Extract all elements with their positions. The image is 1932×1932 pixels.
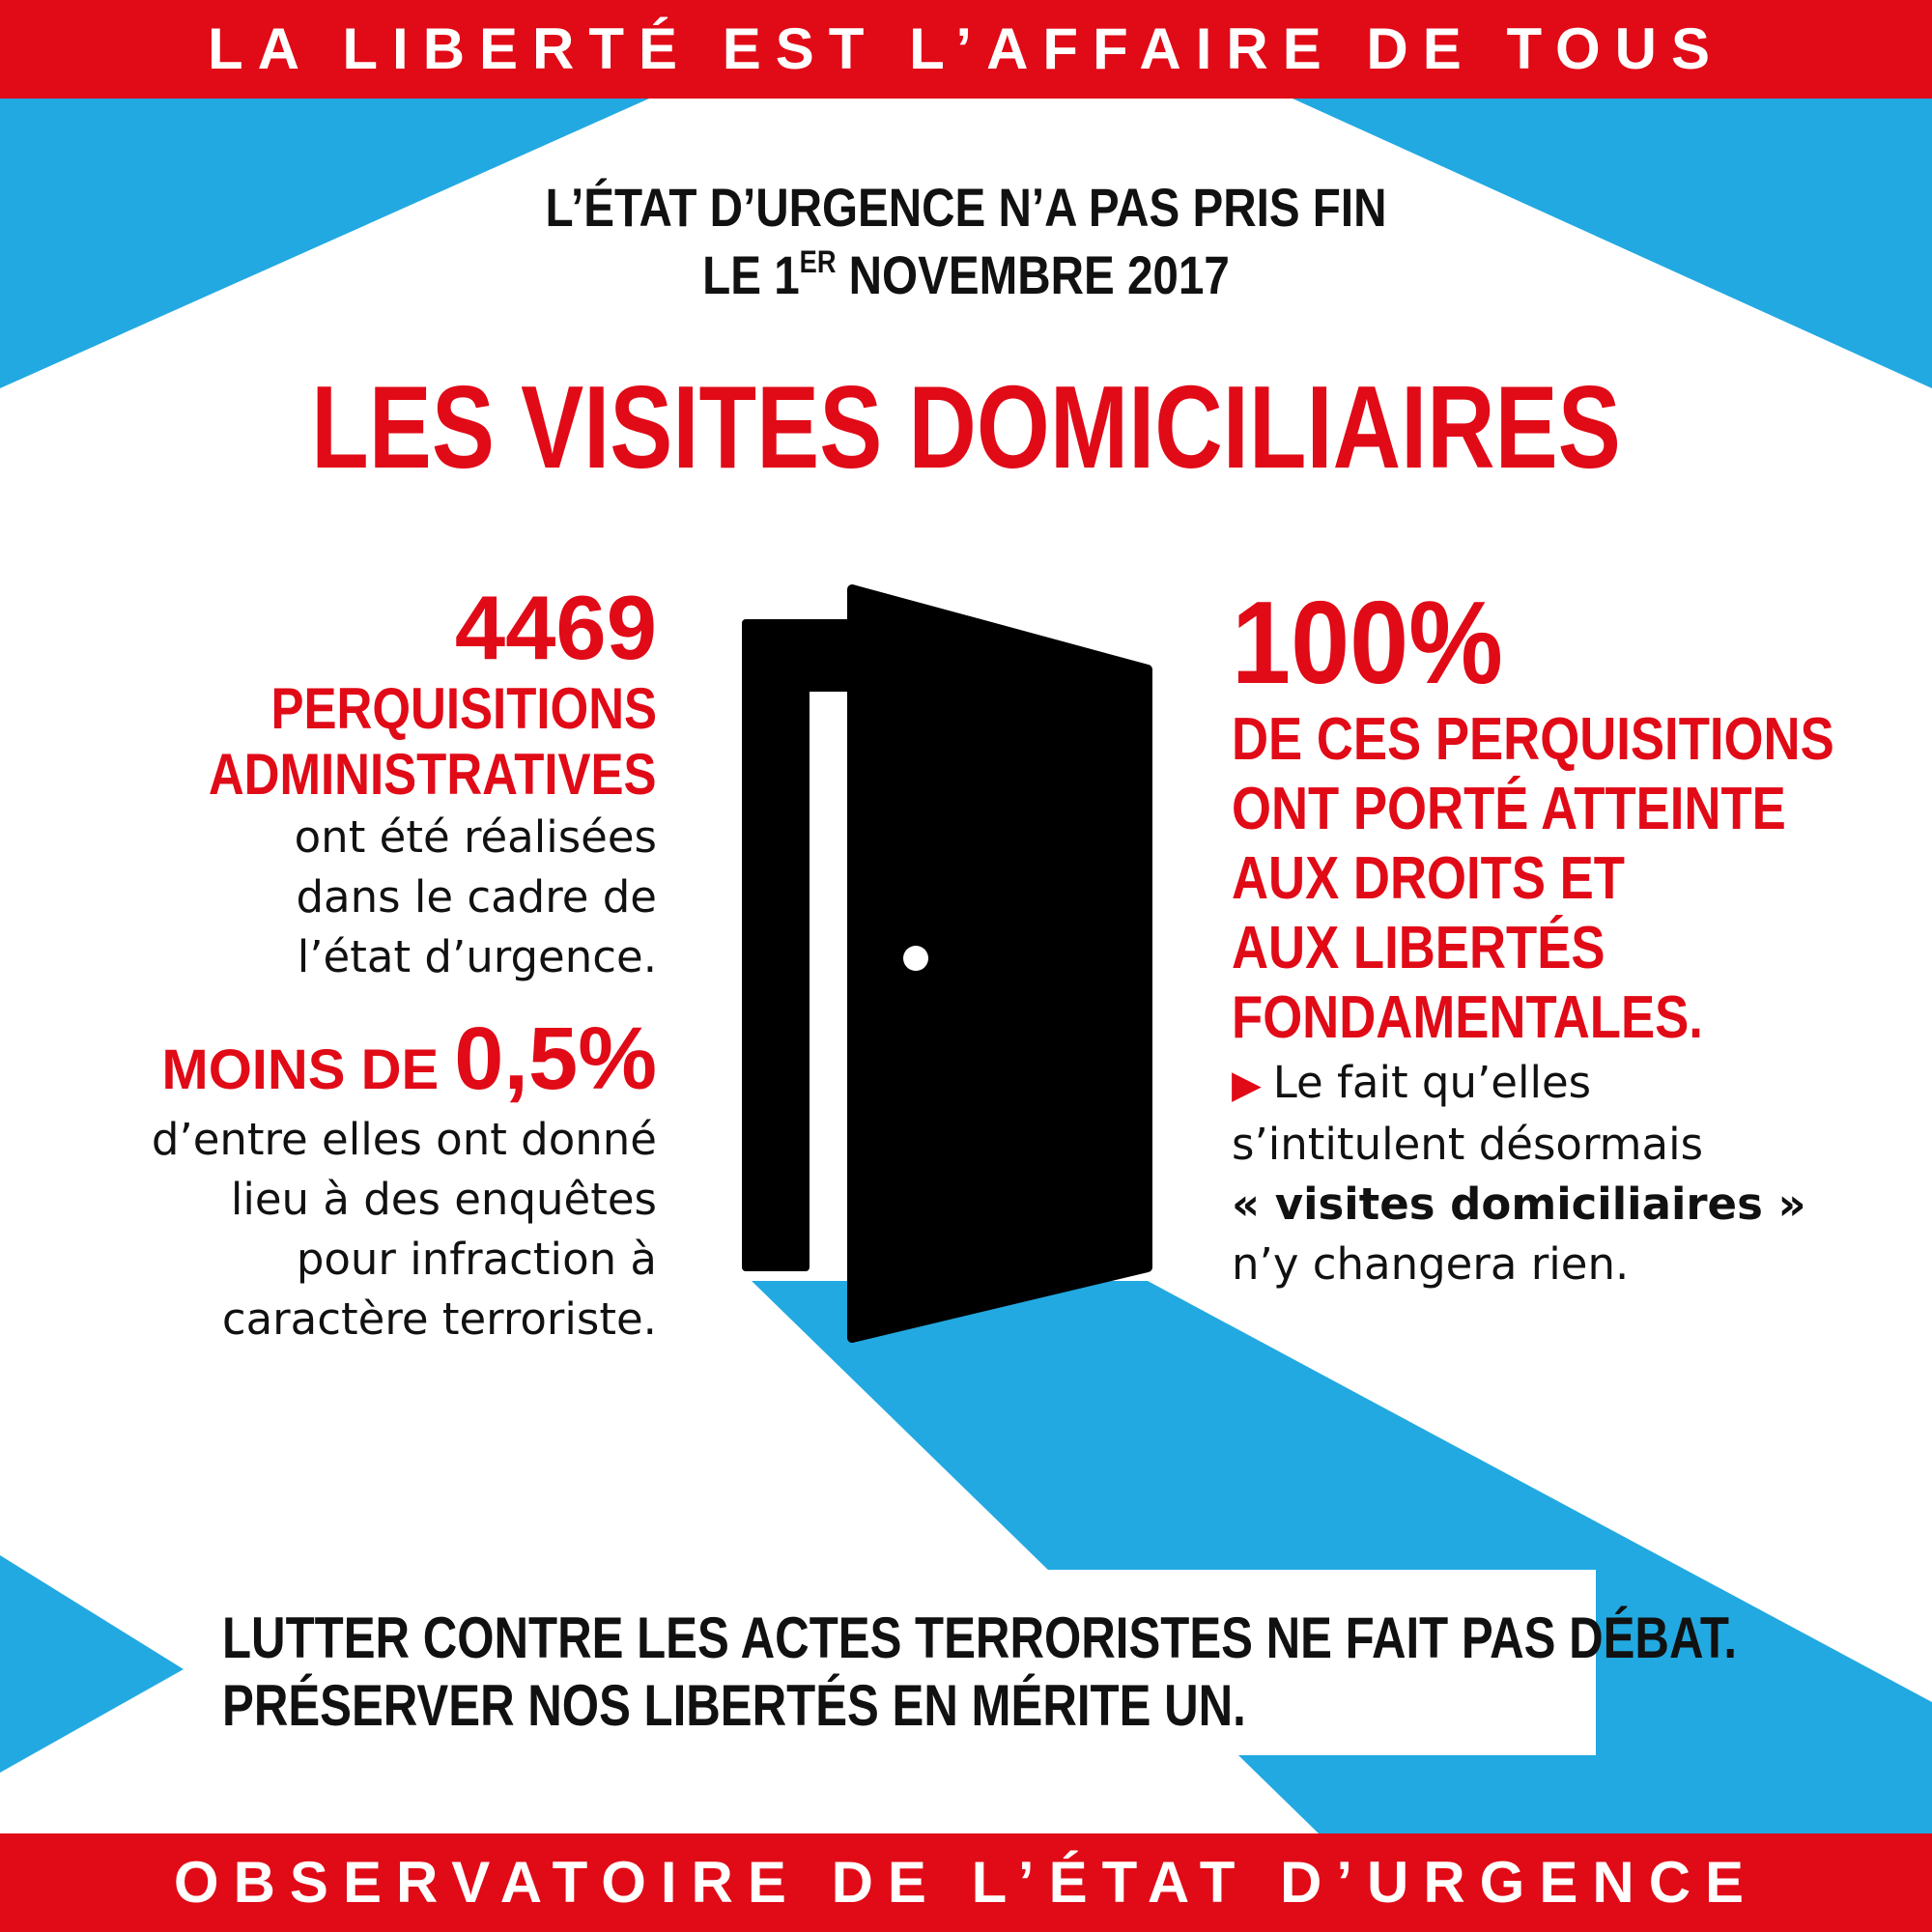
blue-shape-bottom-left: [0, 1555, 184, 1773]
quote-line-1: LUTTER CONTRE LES ACTES TERRORISTES NE FAIT PAS DÉBAT.: [222, 1605, 1738, 1670]
right-line-1: DE CES PERQUISITIONS: [1232, 706, 1834, 773]
bottom-banner: OBSERVATOIRE DE L’ÉTAT D’URGENCE: [0, 1833, 1932, 1932]
right-line-2: ONT PORTÉ ATTEINTE: [1232, 776, 1786, 842]
open-door-icon: [746, 589, 1148, 1338]
quote-box: [193, 1570, 1738, 1755]
moins-value: 0,5%: [454, 1009, 657, 1108]
left-text-4: d’entre elles ont donné: [151, 1114, 657, 1165]
left-text-5: lieu à des enquêtes: [230, 1174, 657, 1225]
heading-line-1: L’ÉTAT D’URGENCE N’A PAS PRIS FIN: [545, 177, 1387, 238]
right-text-3: « visites domiciliaires »: [1232, 1179, 1806, 1230]
right-line-4: AUX LIBERTÉS: [1232, 915, 1605, 981]
moins-label: MOINS DE: [161, 1038, 455, 1101]
stat-perquisitions-count: 4469: [454, 577, 657, 678]
left-text-3: l’état d’urgence.: [297, 931, 657, 982]
stat-percent: 100%: [1232, 577, 1503, 708]
quote-line-2: PRÉSERVER NOS LIBERTÉS EN MÉRITE UN.: [222, 1673, 1246, 1738]
stat-label-2: ADMINISTRATIVES: [209, 742, 657, 807]
left-text-6: pour infraction à: [296, 1234, 657, 1285]
right-line-3: AUX DROITS ET: [1232, 845, 1625, 912]
top-banner: LA LIBERTÉ EST L’AFFAIRE DE TOUS: [0, 0, 1932, 99]
stat-label-1: PERQUISITIONS: [270, 676, 657, 741]
page-title: LES VISITES DOMICILIAIRES: [311, 361, 1621, 493]
left-text-1: ont été réalisées: [294, 811, 657, 863]
play-arrow-icon: ▶: [1232, 1063, 1262, 1107]
right-text-4: n’y changera rien.: [1232, 1238, 1630, 1290]
heading-line-2-prefix: LE 1: [702, 244, 800, 305]
right-text-1: Le fait qu’elles: [1272, 1057, 1592, 1108]
right-stats: [1232, 577, 1889, 1294]
left-stats: [77, 577, 657, 1350]
right-text-2: s’intitulent désormais: [1232, 1119, 1704, 1170]
heading-line-2-suffix: NOVEMBRE 2017: [836, 244, 1230, 305]
right-text-1-row: [1232, 1053, 1889, 1115]
stat-enquetes: [77, 1009, 657, 1110]
heading-ordinal: ER: [799, 244, 837, 279]
left-text-2: dans le cadre de: [296, 871, 657, 923]
heading-line-2: [145, 243, 1787, 306]
left-text-7: caractère terroriste.: [221, 1293, 657, 1345]
right-line-5: FONDAMENTALES.: [1232, 984, 1703, 1051]
